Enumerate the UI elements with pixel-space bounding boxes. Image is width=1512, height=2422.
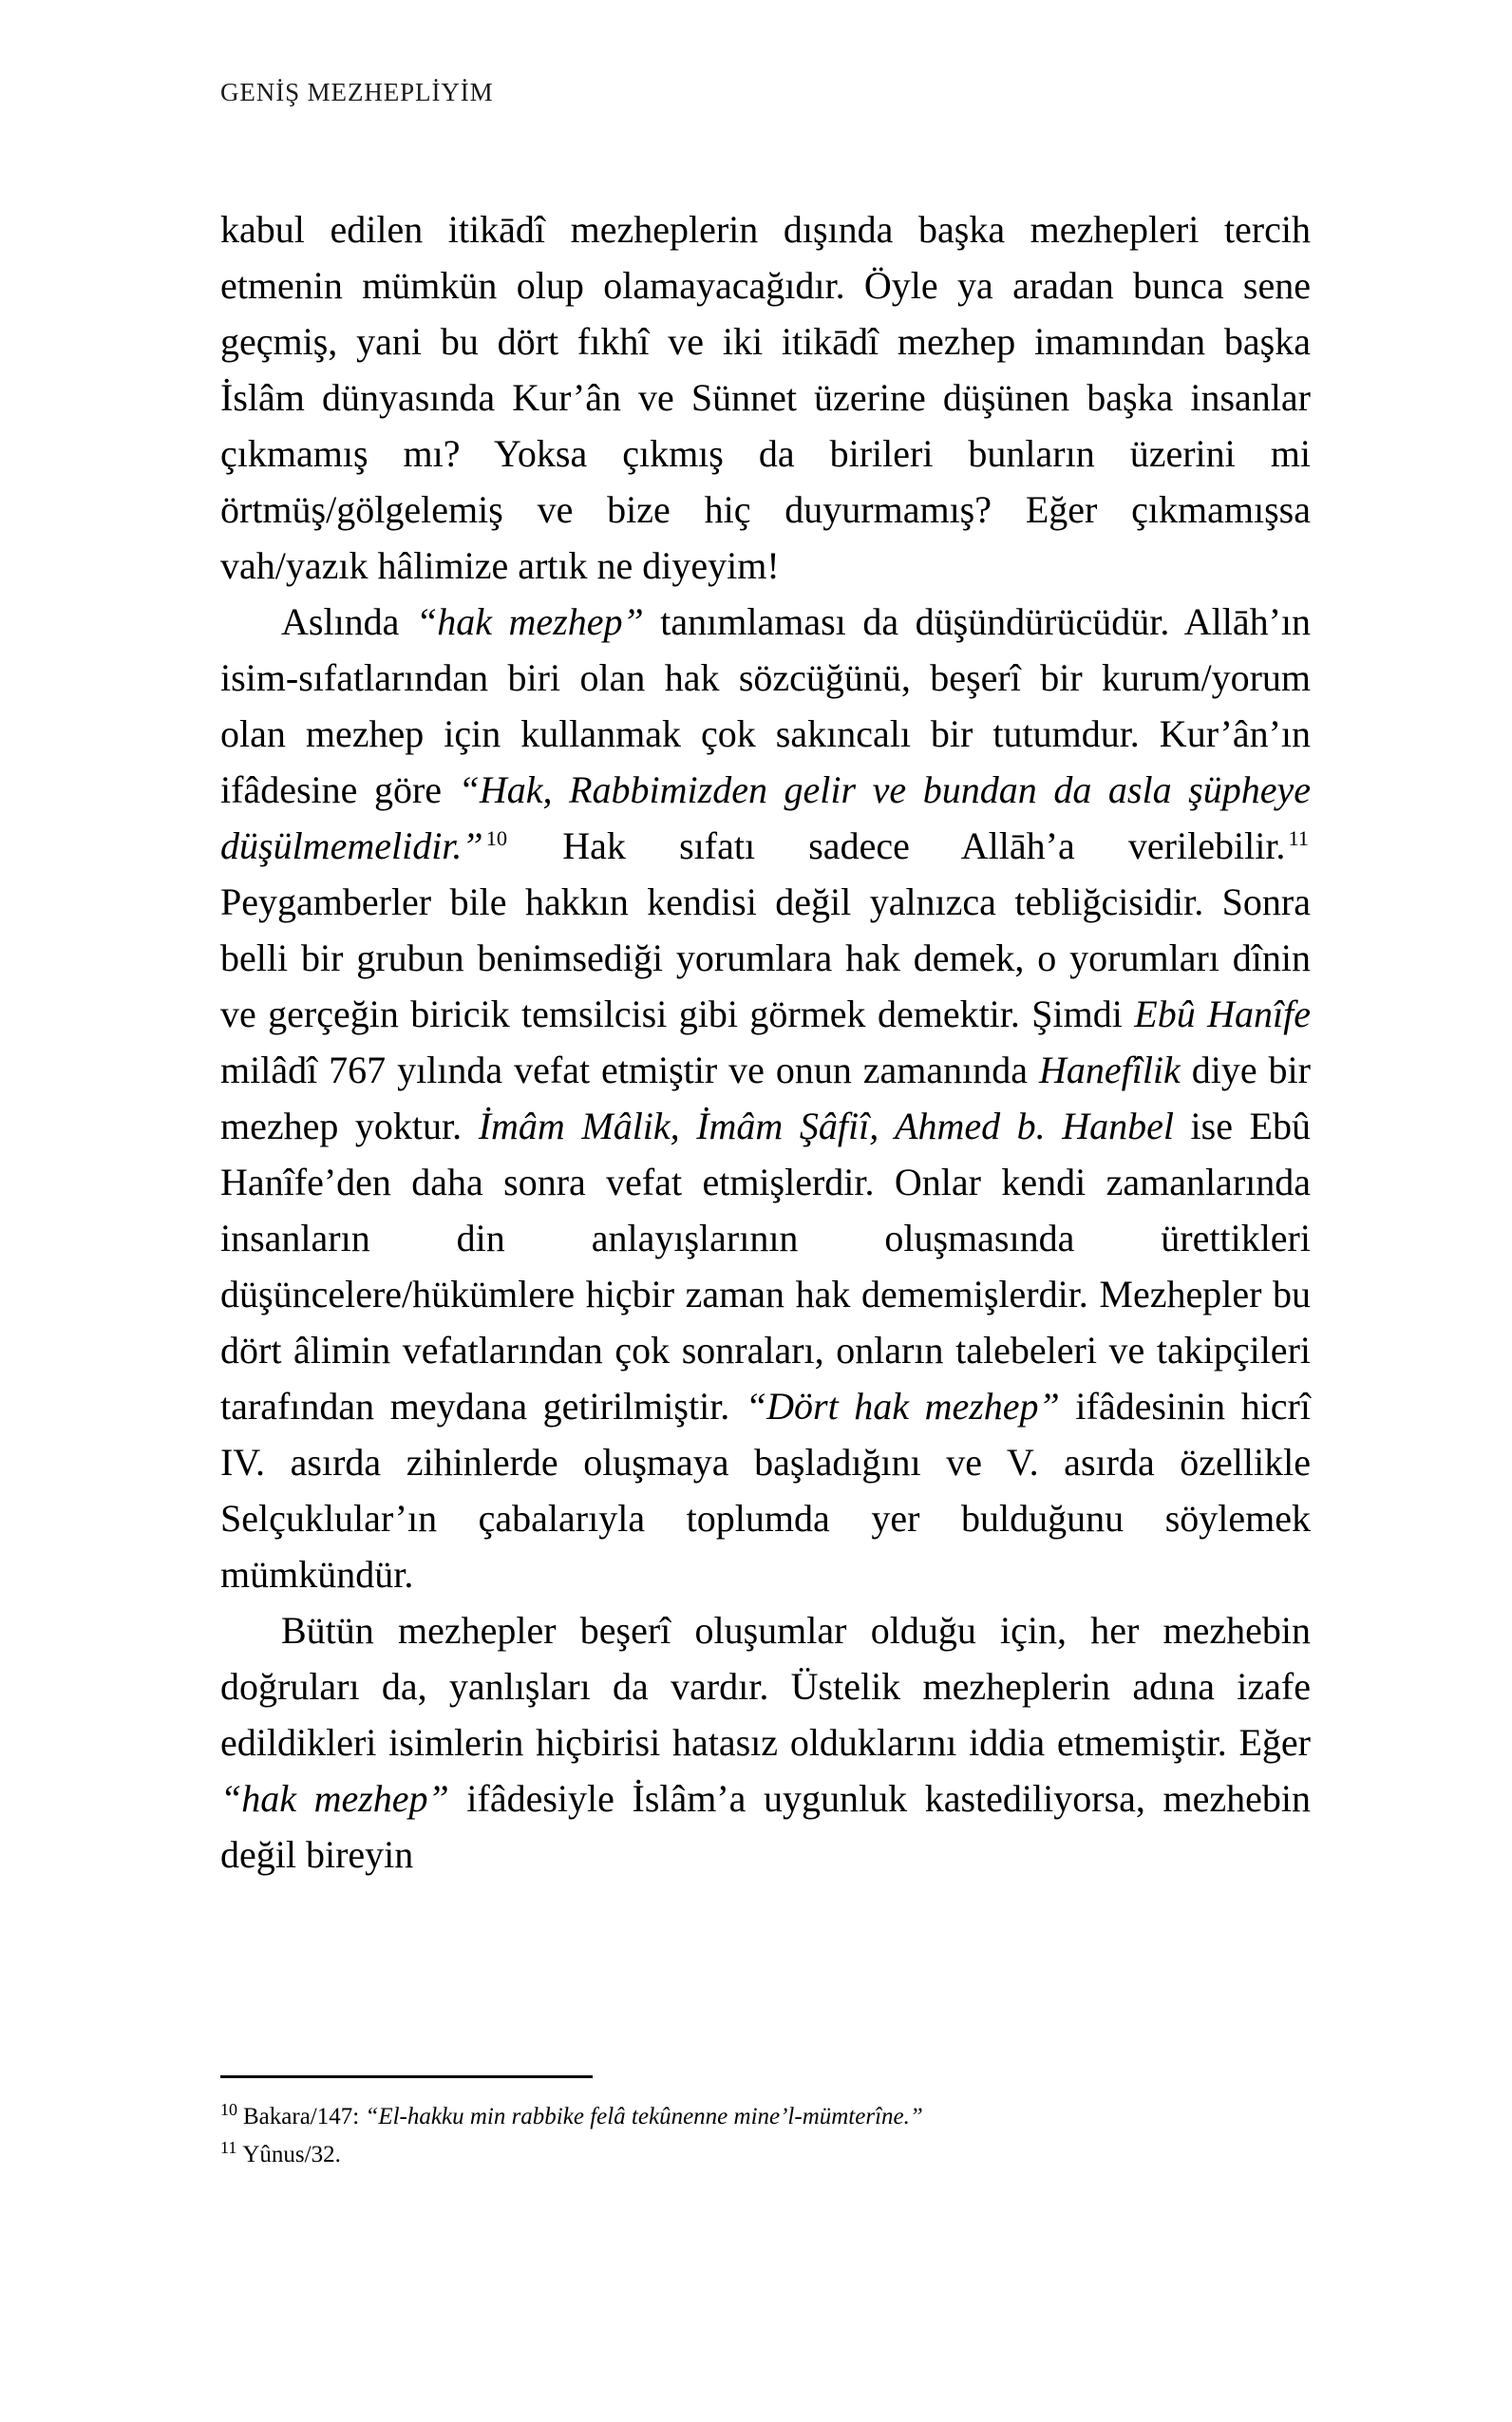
footnote-separator-rule bbox=[220, 2075, 593, 2078]
text-run: diye bir mezhep yoktur. bbox=[220, 1049, 1311, 1147]
footnote-marker: 11 bbox=[220, 2137, 237, 2157]
text-run: Yûnus/32. bbox=[242, 2142, 341, 2167]
italic-phrase: Ebû Hanîfe bbox=[1134, 993, 1311, 1035]
footnote-item bbox=[220, 2099, 1311, 2135]
italic-phrase: “El-hakku min rabbike felâ tekûnenne mine’l-mümterîne.” bbox=[365, 2104, 923, 2129]
footnote-area bbox=[220, 2075, 1311, 2175]
text-run: Bütün mezhepler beşerî oluşumlar olduğu için, her mezhebin doğruları da, yanlışları da vardır. Üstelik mezheplerin adına izafe edildikleri isimlerin hiçbirisi hatasız olduklarını iddia etmemiştir. Eğer bbox=[220, 1609, 1311, 1764]
text-run: tanımlaması da düşündürücüdür. Allāh’ın isim-sıfatlarından biri olan hak sözcüğünü, beşerî bir kurum/yorum olan mezhep için kullanmak çok sakıncalı bir tutumdur. Kur’ân’ın ifâdesine göre bbox=[220, 600, 1311, 811]
text-run: Bakara/147: bbox=[243, 2104, 366, 2129]
text-run: kabul edilen itikādî mezheplerin dışında başka mezhepleri tercih etmenin mümkün olup olamayacağıdır. Öyle ya aradan bunca sene geçmiş, yani bu dört fıkhî ve iki itikādî mezhep imamından başka İslâm dünyasında Kur’ân ve Sünnet üzerine düşünen başka insanlar çıkmamış mı? Yoksa çıkmış da birileri bunların üzerini mi örtmüş/gölgelemiş ve bize hiç duyurmamış? Eğer çıkmamışsa vah/yazık hâlimize artık ne diyeyim! bbox=[220, 208, 1311, 587]
paragraph bbox=[220, 594, 1311, 1602]
text-run: ifâdesinin hicrî IV. asırda zihinlerde oluşmaya başladığını ve V. asırda özellikle Selçuklular’ın çabalarıyla toplumda yer bulduğunu söylemek mümkündür. bbox=[220, 1385, 1311, 1596]
text-run: Aslında bbox=[281, 600, 416, 643]
italic-phrase: İmâm Mâlik, İmâm Şâfiî, Ahmed b. Hanbel bbox=[478, 1105, 1174, 1147]
paragraph bbox=[220, 1602, 1311, 1883]
text-run: Hak sıfatı sadece Allāh’a verilebilir. bbox=[509, 824, 1286, 867]
italic-phrase: “Hak, Rabbimizden gelir ve bundan da asla şüpheye düşülmemelidir.” bbox=[220, 768, 1311, 867]
italic-phrase: Hanefîlik bbox=[1038, 1049, 1181, 1091]
italic-phrase: “Dört hak mezhep” bbox=[745, 1385, 1060, 1428]
footnote-item bbox=[220, 2137, 1311, 2173]
italic-phrase: “hak mezhep” bbox=[220, 1777, 449, 1820]
text-run: milâdî 767 yılında vefat etmiştir ve onun zamanında bbox=[220, 1049, 1039, 1091]
text-run: Peygamberler bile hakkın kendisi değil yalnızca tebliğcisidir. Sonra belli bir grubun benimsediği yorumlara hak demek, o yorumları dînin ve gerçeğin biricik temsilcisi gibi görmek demektir. Şimdi bbox=[220, 880, 1311, 1035]
footnote-reference[interactable]: 11 bbox=[1288, 825, 1309, 850]
italic-phrase: “hak mezhep” bbox=[415, 600, 644, 643]
running-head: GENİŞ MEZHEPLİYİM bbox=[220, 78, 494, 106]
paragraph bbox=[220, 201, 1311, 594]
footnote-marker: 10 bbox=[220, 2099, 237, 2119]
text-run: ise Ebû Hanîfe’den daha sonra vefat etmişlerdir. Onlar kendi zamanlarında insanların din anlayışlarının oluşmasında ürettikleri düşüncelere/hükümlere hiçbir zaman hak dememişlerdir. Mezhepler bu dört âlimin vefatlarından çok sonraları, onların talebeleri ve takipçileri tarafından meydana getirilmiştir. bbox=[220, 1105, 1311, 1428]
body-text-block bbox=[220, 201, 1311, 1883]
footnote-reference[interactable]: 10 bbox=[485, 825, 508, 850]
text-run: ifâdesiyle İslâm’a uygunluk kastediliyorsa, mezhebin değil bireyin bbox=[220, 1777, 1311, 1876]
